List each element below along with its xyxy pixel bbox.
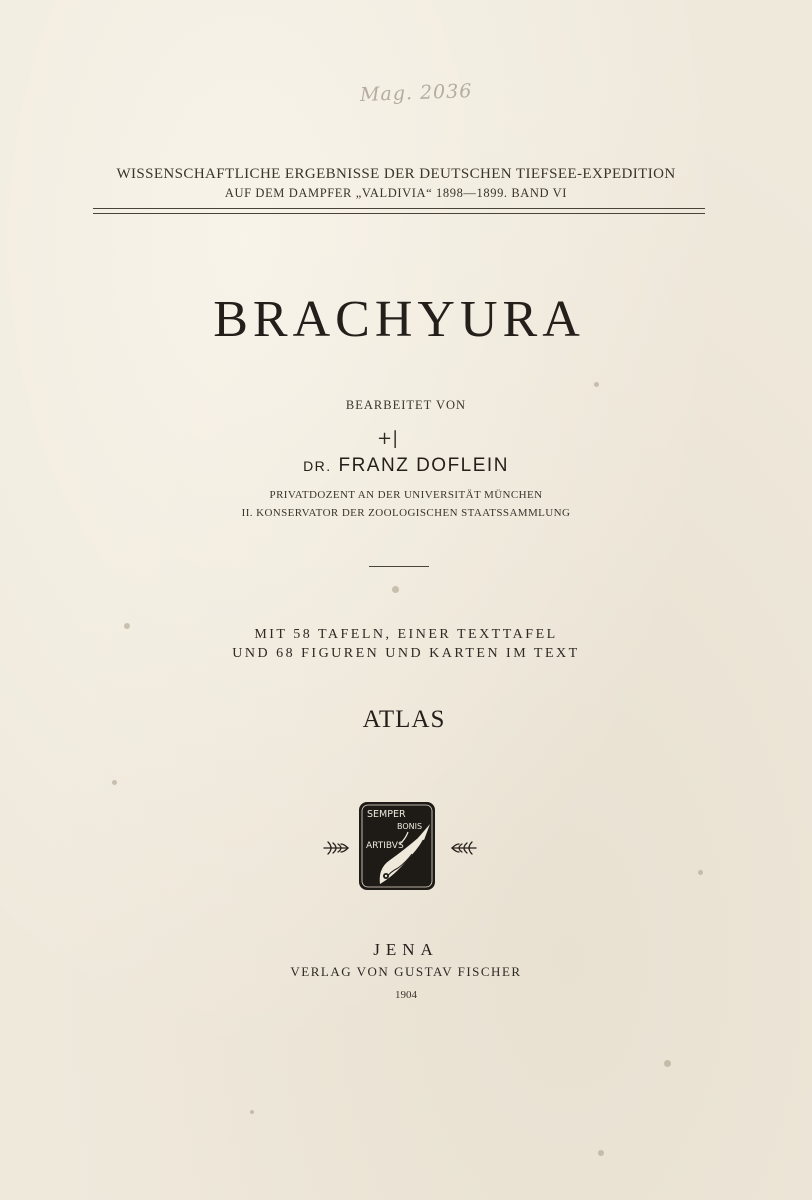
author-affiliation-2: II. KONSERVATOR DER ZOOLOGISCHEN STAATSSAMMLUNG bbox=[241, 507, 571, 519]
paper-speck bbox=[392, 586, 399, 593]
svg-text:ARTIBVS: ARTIBVS bbox=[366, 841, 404, 851]
publication-place: JENA bbox=[373, 940, 439, 959]
double-rule-divider bbox=[93, 208, 705, 214]
paper-speck bbox=[598, 1150, 604, 1156]
publisher-emblem-icon bbox=[320, 798, 480, 894]
edited-by-label: BEARBEITET VON bbox=[345, 398, 467, 412]
publication-year: 1904 bbox=[395, 989, 417, 1001]
paper-speck bbox=[664, 1060, 671, 1067]
main-title: BRACHYURA bbox=[213, 291, 585, 348]
plates-line-1: MIT 58 TAFELN, EINER TEXTTAFEL bbox=[254, 627, 558, 642]
svg-text:SEMPER: SEMPER bbox=[367, 809, 406, 820]
series-title-line-1: WISSENSCHAFTLICHE ERGEBNISSE DER DEUTSCHEN TIEFSEE-EXPEDITION bbox=[116, 166, 676, 182]
svg-text:BONIS: BONIS bbox=[397, 822, 423, 831]
author-prefix: DR. bbox=[303, 458, 332, 474]
short-rule-divider bbox=[369, 566, 429, 567]
paper-speck bbox=[698, 870, 703, 875]
publisher-name: VERLAG VON GUSTAV FISCHER bbox=[290, 964, 522, 979]
plates-line-2: UND 68 FIGUREN UND KARTEN IM TEXT bbox=[232, 646, 580, 661]
volume-type-label: ATLAS bbox=[362, 706, 446, 733]
paper-speck bbox=[112, 780, 117, 785]
author-affiliation-1: PRIVATDOZENT AN DER UNIVERSITÄT MÜNCHEN bbox=[269, 489, 543, 501]
handwritten-annotation-mark: +| bbox=[377, 428, 399, 449]
pencil-accession-note: Mag. 2036 bbox=[359, 80, 473, 106]
author-name: FRANZ DOFLEIN bbox=[338, 455, 509, 476]
paper-speck bbox=[124, 623, 130, 629]
paper-speck bbox=[594, 382, 599, 387]
author-line bbox=[0, 455, 812, 477]
paper-speck bbox=[250, 1110, 254, 1114]
series-title-line-2: AUF DEM DAMPFER „VALDIVIA“ 1898—1899. BAND VI bbox=[224, 186, 568, 200]
